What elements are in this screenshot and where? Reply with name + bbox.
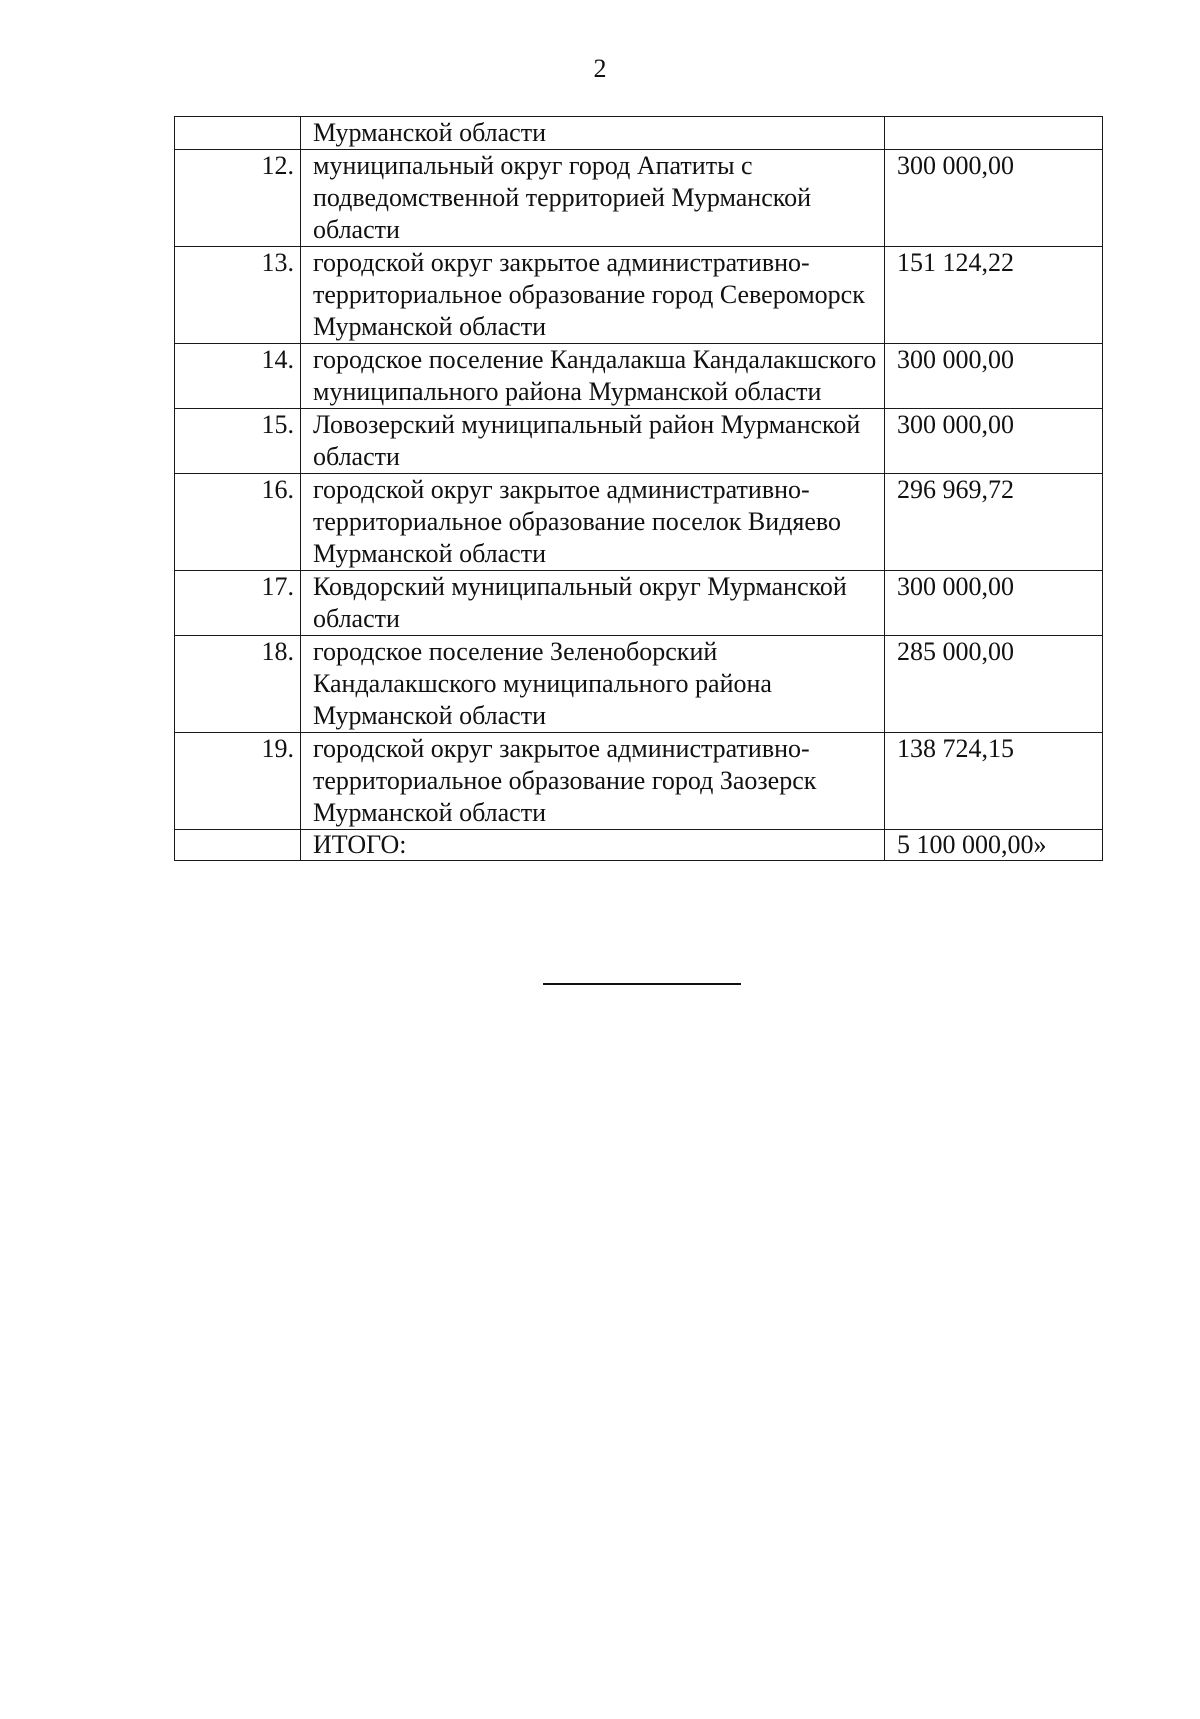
row-number: 17. (175, 571, 301, 636)
amount-value (885, 117, 1103, 150)
table-row (175, 344, 1103, 409)
row-number (175, 117, 301, 150)
table-row (175, 571, 1103, 636)
municipality-name: городской округ закрытое административно-территориальное образование город Заозерск Мурманской области (301, 733, 885, 830)
row-number: 16. (175, 474, 301, 571)
table-row (175, 474, 1103, 571)
amount-value: 151 124,22 (885, 247, 1103, 344)
row-number (175, 830, 301, 861)
table-row (175, 733, 1103, 830)
row-number: 12. (175, 150, 301, 247)
amount-value: 300 000,00 (885, 150, 1103, 247)
amount-value: 300 000,00 (885, 571, 1103, 636)
table-row (175, 247, 1103, 344)
row-number: 14. (175, 344, 301, 409)
total-row (175, 830, 1103, 861)
amount-value: 300 000,00 (885, 409, 1103, 474)
total-label: ИТОГО: (301, 830, 885, 861)
municipality-name: Мурманской области (301, 117, 885, 150)
amount-value: 285 000,00 (885, 636, 1103, 733)
municipality-name: городской округ закрытое административно-территориальное образование город Североморск Мурманской области (301, 247, 885, 344)
row-number: 18. (175, 636, 301, 733)
table-row (175, 636, 1103, 733)
municipality-name: Ловозерский муниципальный район Мурманской области (301, 409, 885, 474)
allocation-table (174, 116, 1103, 861)
municipality-name: Ковдорский муниципальный округ Мурманской области (301, 571, 885, 636)
municipality-name: городской округ закрытое административно-территориальное образование поселок Видяево Мурманской области (301, 474, 885, 571)
municipality-name: муниципальный округ город Апатиты с подведомственной территорией Мурманской области (301, 150, 885, 247)
municipality-name: городское поселение Кандалакша Кандалакшского муниципального района Мурманской области (301, 344, 885, 409)
row-number: 15. (175, 409, 301, 474)
page-number: 2 (593, 54, 607, 83)
row-number: 19. (175, 733, 301, 830)
table-row (175, 117, 1103, 150)
amount-value: 296 969,72 (885, 474, 1103, 571)
end-of-document-rule (543, 983, 741, 985)
total-amount: 5 100 000,00» (885, 830, 1103, 861)
table-row (175, 150, 1103, 247)
row-number: 13. (175, 247, 301, 344)
municipality-name: городское поселение Зеленоборский Кандалакшского муниципального района Мурманской области (301, 636, 885, 733)
table-row (175, 409, 1103, 474)
amount-value: 138 724,15 (885, 733, 1103, 830)
amount-value: 300 000,00 (885, 344, 1103, 409)
